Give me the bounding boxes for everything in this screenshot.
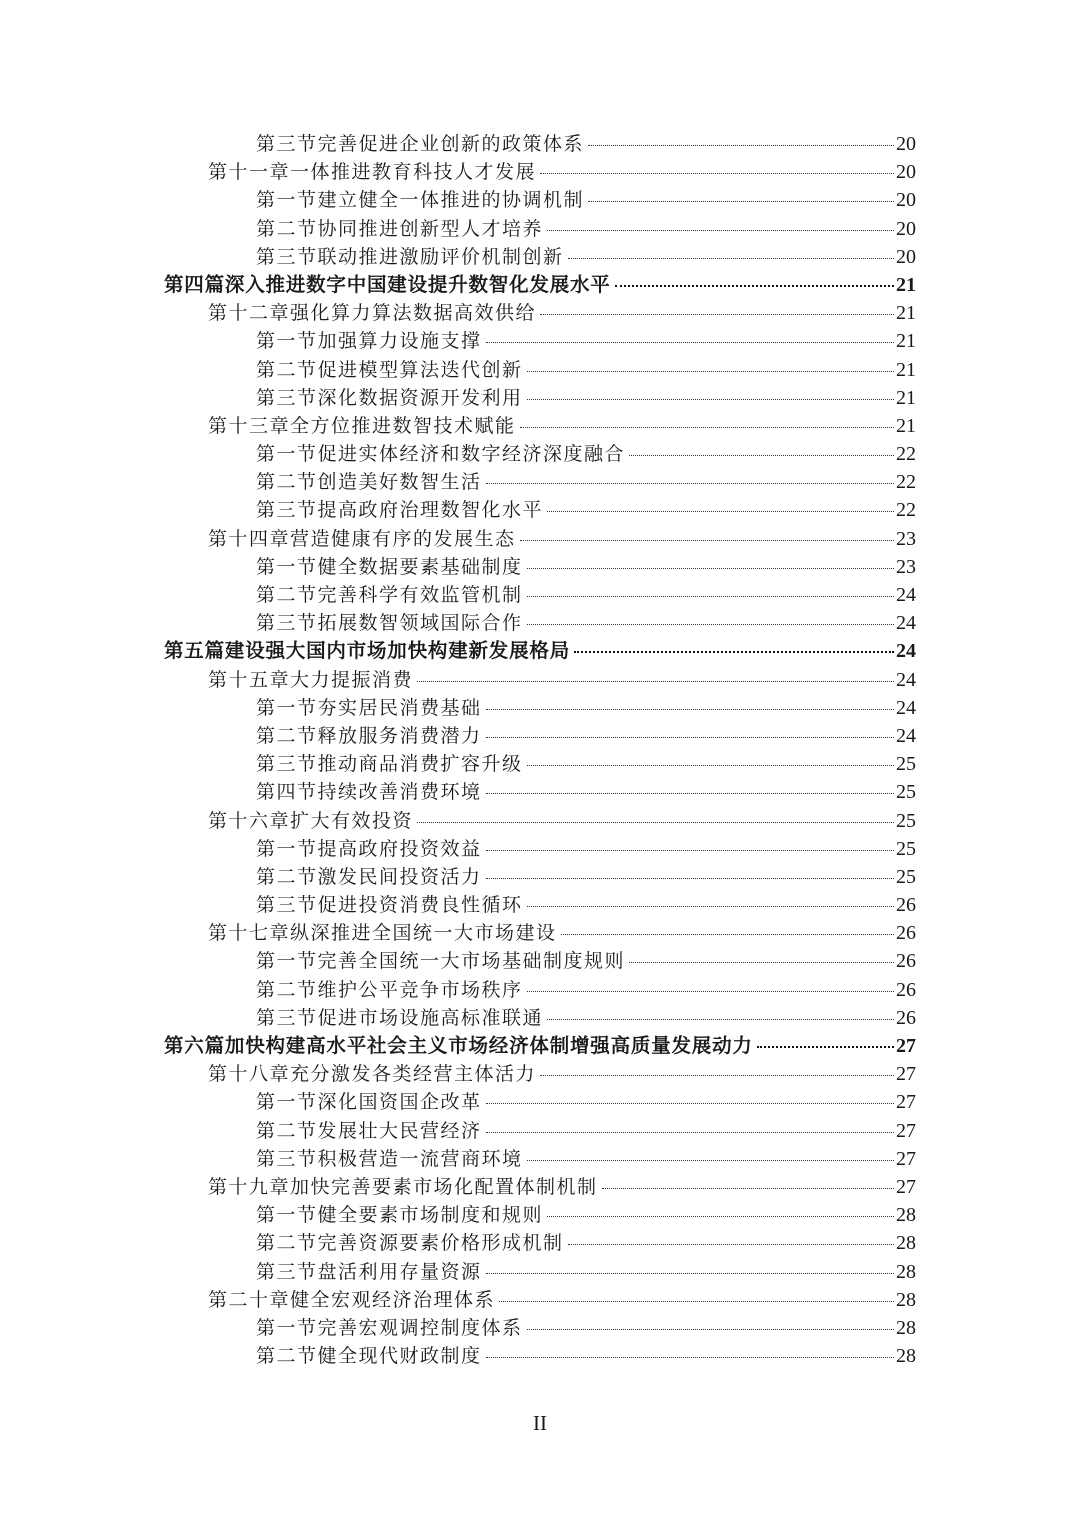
toc-chapter-entry[interactable] bbox=[164, 1173, 916, 1201]
toc-section-entry[interactable] bbox=[164, 553, 916, 581]
toc-section-entry[interactable] bbox=[164, 496, 916, 524]
toc-section-entry[interactable] bbox=[164, 468, 916, 496]
toc-chapter-entry[interactable] bbox=[164, 299, 916, 327]
toc-section-entry[interactable] bbox=[164, 947, 916, 975]
toc-entry-page: 22 bbox=[896, 471, 916, 494]
toc-entry-page: 21 bbox=[896, 273, 916, 296]
dot-leader bbox=[499, 1301, 894, 1302]
toc-entry-page: 21 bbox=[896, 414, 916, 437]
toc-entry-page: 26 bbox=[896, 1006, 916, 1029]
toc-entry-title: 第一节促进实体经济和数字经济深度融合 bbox=[256, 443, 626, 466]
dot-leader bbox=[561, 934, 894, 935]
toc-entry-title: 第三节完善促进企业创新的政策体系 bbox=[256, 133, 585, 155]
toc-entry-title: 第六篇加快构建高水平社会主义市场经济体制增强高质量发展动力 bbox=[164, 1034, 753, 1057]
toc-entry-page: 27 bbox=[896, 1035, 916, 1057]
toc-entry-title: 第一节建立健全一体推进的协调机制 bbox=[256, 189, 585, 212]
dot-leader bbox=[486, 1103, 894, 1104]
toc-section-entry[interactable] bbox=[164, 1117, 916, 1145]
dot-leader bbox=[547, 1019, 894, 1020]
toc-entry-title: 第十三章全方位推进数智技术赋能 bbox=[208, 414, 516, 437]
toc-entry-title: 第一节完善宏观调控制度体系 bbox=[256, 1316, 523, 1339]
dot-leader bbox=[527, 1160, 894, 1161]
toc-section-entry[interactable] bbox=[164, 130, 916, 158]
dot-leader bbox=[547, 511, 894, 512]
toc-section-entry[interactable] bbox=[164, 440, 916, 468]
toc-section-entry[interactable] bbox=[164, 581, 916, 609]
toc-entry-page: 27 bbox=[896, 1147, 916, 1170]
toc-entry-title: 第三节促进市场设施高标准联通 bbox=[256, 1006, 544, 1029]
toc-section-entry[interactable] bbox=[164, 694, 916, 722]
toc-entry-title: 第二节激发民间投资活力 bbox=[256, 865, 482, 888]
toc-section-entry[interactable] bbox=[164, 1145, 916, 1173]
dot-leader bbox=[540, 314, 894, 315]
toc-entry-title: 第三节推动商品消费扩容升级 bbox=[256, 753, 523, 776]
toc-section-entry[interactable] bbox=[164, 891, 916, 919]
toc-entry-title: 第二节发展壮大民营经济 bbox=[256, 1119, 482, 1142]
toc-entry-page: 21 bbox=[896, 302, 916, 325]
toc-entry-page: 25 bbox=[896, 865, 916, 888]
toc-chapter-entry[interactable] bbox=[164, 1060, 916, 1088]
toc-entry-title: 第二节释放服务消费潜力 bbox=[256, 724, 482, 747]
toc-entry-title: 第二节维护公平竞争市场秩序 bbox=[256, 978, 523, 1001]
dot-leader bbox=[574, 651, 894, 653]
toc-entry-title: 第三节积极营造一流营商环境 bbox=[256, 1147, 523, 1170]
toc-entry-page: 28 bbox=[896, 1204, 916, 1227]
toc-entry-page: 21 bbox=[896, 386, 916, 409]
dot-leader bbox=[527, 399, 894, 400]
toc-entry-page: 22 bbox=[896, 443, 916, 466]
dot-leader bbox=[527, 991, 894, 992]
toc-entry-title: 第三节拓展数智领域国际合作 bbox=[256, 612, 523, 635]
toc-section-entry[interactable] bbox=[164, 1088, 916, 1116]
toc-section-entry[interactable] bbox=[164, 863, 916, 891]
dot-leader bbox=[527, 765, 894, 766]
toc-entry-title: 第四节持续改善消费环境 bbox=[256, 781, 482, 804]
toc-section-entry[interactable] bbox=[164, 1342, 916, 1370]
dot-leader bbox=[520, 427, 894, 428]
toc-entry-title: 第十四章营造健康有序的发展生态 bbox=[208, 527, 516, 550]
toc-chapter-entry[interactable] bbox=[164, 807, 916, 835]
dot-leader bbox=[486, 483, 894, 484]
dot-leader bbox=[540, 1075, 894, 1076]
toc-entry-title: 第十二章强化算力算法数据高效供给 bbox=[208, 302, 537, 325]
toc-entry-title: 第一节健全要素市场制度和规则 bbox=[256, 1204, 544, 1227]
toc-section-entry[interactable] bbox=[164, 1314, 916, 1342]
dot-leader bbox=[547, 1216, 894, 1217]
toc-entry-page: 22 bbox=[896, 499, 916, 522]
toc-part-entry[interactable] bbox=[164, 1032, 916, 1060]
toc-entry-title: 第三节深化数据资源开发利用 bbox=[256, 386, 523, 409]
dot-leader bbox=[540, 173, 894, 174]
dot-leader bbox=[486, 1273, 894, 1274]
dot-leader bbox=[486, 793, 894, 794]
toc-entry-title: 第十五章大力提振消费 bbox=[208, 668, 414, 691]
dot-leader bbox=[527, 624, 894, 625]
toc-section-entry[interactable] bbox=[164, 976, 916, 1004]
toc-entry-page: 25 bbox=[896, 837, 916, 860]
toc-entry-title: 第一节加强算力设施支撑 bbox=[256, 330, 482, 353]
toc-part-entry[interactable] bbox=[164, 271, 916, 299]
toc-section-entry[interactable] bbox=[164, 356, 916, 384]
dot-leader bbox=[568, 258, 894, 259]
toc-entry-page: 26 bbox=[896, 922, 916, 945]
toc-entry-page: 27 bbox=[896, 1119, 916, 1142]
dot-leader bbox=[486, 709, 894, 710]
toc-section-entry[interactable] bbox=[164, 1004, 916, 1032]
toc-entry-title: 第十八章充分激发各类经营主体活力 bbox=[208, 1063, 537, 1086]
toc-entry-title: 第二节协同推进创新型人才培养 bbox=[256, 217, 544, 240]
toc-entry-page: 27 bbox=[896, 1175, 916, 1198]
dot-leader bbox=[527, 906, 894, 907]
toc-entry-page: 26 bbox=[896, 950, 916, 973]
toc-section-entry[interactable] bbox=[164, 750, 916, 778]
toc-entry-title: 第三节提高政府治理数智化水平 bbox=[256, 499, 544, 522]
toc-entry-page: 24 bbox=[896, 696, 916, 719]
toc-entry-title: 第三节盘活利用存量资源 bbox=[256, 1260, 482, 1283]
toc-section-entry[interactable] bbox=[164, 778, 916, 806]
toc-section-entry[interactable] bbox=[164, 186, 916, 214]
toc-entry-page: 20 bbox=[896, 245, 916, 268]
toc-entry-title: 第二节创造美好数智生活 bbox=[256, 471, 482, 494]
toc-entry-title: 第十六章扩大有效投资 bbox=[208, 809, 414, 832]
toc-entry-page: 25 bbox=[896, 753, 916, 776]
toc-chapter-entry[interactable] bbox=[164, 525, 916, 553]
dot-leader bbox=[527, 371, 894, 372]
toc-entry-title: 第二节促进模型算法迭代创新 bbox=[256, 358, 523, 381]
toc-entry-page: 24 bbox=[896, 640, 916, 663]
toc-entry-page: 21 bbox=[896, 358, 916, 381]
dot-leader bbox=[486, 1357, 894, 1358]
dot-leader bbox=[757, 1046, 894, 1048]
toc-entry-page: 26 bbox=[896, 894, 916, 917]
toc-entry-page: 28 bbox=[896, 1260, 916, 1283]
toc-entry-page: 27 bbox=[896, 1063, 916, 1086]
toc-entry-title: 第三节联动推进激励评价机制创新 bbox=[256, 245, 564, 268]
toc-entry-title: 第十一章一体推进教育科技人才发展 bbox=[208, 161, 537, 184]
toc-entry-page: 20 bbox=[896, 189, 916, 212]
toc-entry-title: 第五篇建设强大国内市场加快构建新发展格局 bbox=[164, 639, 571, 663]
toc-section-entry[interactable] bbox=[164, 384, 916, 412]
toc-section-entry[interactable] bbox=[164, 215, 916, 243]
toc-chapter-entry[interactable] bbox=[164, 158, 916, 186]
toc-section-entry[interactable] bbox=[164, 1229, 916, 1257]
toc-section-entry[interactable] bbox=[164, 327, 916, 355]
toc-entry-page: 24 bbox=[896, 668, 916, 691]
toc-chapter-entry[interactable] bbox=[164, 412, 916, 440]
toc-entry-page: 28 bbox=[896, 1316, 916, 1339]
toc-entry-title: 第十九章加快完善要素市场化配置体制机制 bbox=[208, 1175, 598, 1198]
dot-leader bbox=[486, 1132, 894, 1133]
dot-leader bbox=[417, 822, 894, 823]
toc-entry-title: 第一节健全数据要素基础制度 bbox=[256, 555, 523, 578]
dot-leader bbox=[629, 455, 894, 456]
toc-chapter-entry[interactable] bbox=[164, 919, 916, 947]
toc-entry-page: 28 bbox=[896, 1345, 916, 1368]
dot-leader bbox=[486, 342, 894, 343]
toc-entry-page: 25 bbox=[896, 781, 916, 804]
toc-entry-page: 25 bbox=[896, 809, 916, 832]
dot-leader bbox=[568, 1244, 894, 1245]
toc-entry-page: 20 bbox=[896, 217, 916, 240]
page-number: II bbox=[533, 1411, 547, 1435]
toc-entry-title: 第二节健全现代财政制度 bbox=[256, 1345, 482, 1368]
toc-entry-title: 第一节夯实居民消费基础 bbox=[256, 696, 482, 719]
toc-chapter-entry[interactable] bbox=[164, 666, 916, 694]
toc-entry-page: 21 bbox=[896, 330, 916, 353]
toc-entry-page: 23 bbox=[896, 527, 916, 550]
toc-section-entry[interactable] bbox=[164, 722, 916, 750]
dot-leader bbox=[486, 737, 894, 738]
toc-entry-title: 第四篇深入推进数字中国建设提升数智化发展水平 bbox=[164, 272, 611, 296]
dot-leader bbox=[588, 201, 894, 202]
dot-leader bbox=[486, 850, 894, 851]
toc-entry-page: 20 bbox=[896, 161, 916, 184]
toc-chapter-entry[interactable] bbox=[164, 1286, 916, 1314]
toc-entry-title: 第二节完善资源要素价格形成机制 bbox=[256, 1232, 564, 1255]
toc-entry-title: 第一节提高政府投资效益 bbox=[256, 837, 482, 860]
dot-leader bbox=[486, 878, 894, 879]
toc-section-entry[interactable] bbox=[164, 609, 916, 637]
toc-entry-page: 28 bbox=[896, 1232, 916, 1255]
toc-entry-title: 第三节促进投资消费良性循环 bbox=[256, 894, 523, 917]
dot-leader bbox=[520, 540, 894, 541]
table-of-contents bbox=[164, 130, 916, 1370]
toc-section-entry[interactable] bbox=[164, 1201, 916, 1229]
dot-leader bbox=[417, 681, 894, 682]
toc-part-entry[interactable] bbox=[164, 637, 916, 665]
toc-section-entry[interactable] bbox=[164, 835, 916, 863]
dot-leader bbox=[602, 1188, 894, 1189]
toc-entry-title: 第一节深化国资国企改革 bbox=[256, 1091, 482, 1114]
dot-leader bbox=[547, 230, 894, 231]
dot-leader bbox=[527, 596, 894, 597]
toc-entry-page: 27 bbox=[896, 1091, 916, 1114]
toc-entry-title: 第二节完善科学有效监管机制 bbox=[256, 584, 523, 606]
toc-entry-page: 24 bbox=[896, 724, 916, 747]
toc-entry-title: 第二十章健全宏观经济治理体系 bbox=[208, 1288, 496, 1311]
dot-leader bbox=[527, 1329, 894, 1330]
dot-leader bbox=[588, 145, 894, 146]
dot-leader bbox=[615, 285, 894, 287]
toc-entry-page: 28 bbox=[896, 1288, 916, 1311]
toc-section-entry[interactable] bbox=[164, 1258, 916, 1286]
toc-entry-page: 24 bbox=[896, 584, 916, 606]
toc-section-entry[interactable] bbox=[164, 243, 916, 271]
toc-entry-page: 24 bbox=[896, 612, 916, 635]
toc-entry-page: 26 bbox=[896, 978, 916, 1001]
toc-entry-page: 23 bbox=[896, 555, 916, 578]
dot-leader bbox=[527, 568, 894, 569]
dot-leader bbox=[629, 962, 894, 963]
toc-entry-title: 第十七章纵深推进全国统一大市场建设 bbox=[208, 922, 557, 945]
toc-entry-title: 第一节完善全国统一大市场基础制度规则 bbox=[256, 950, 626, 973]
toc-entry-page: 20 bbox=[896, 133, 916, 155]
